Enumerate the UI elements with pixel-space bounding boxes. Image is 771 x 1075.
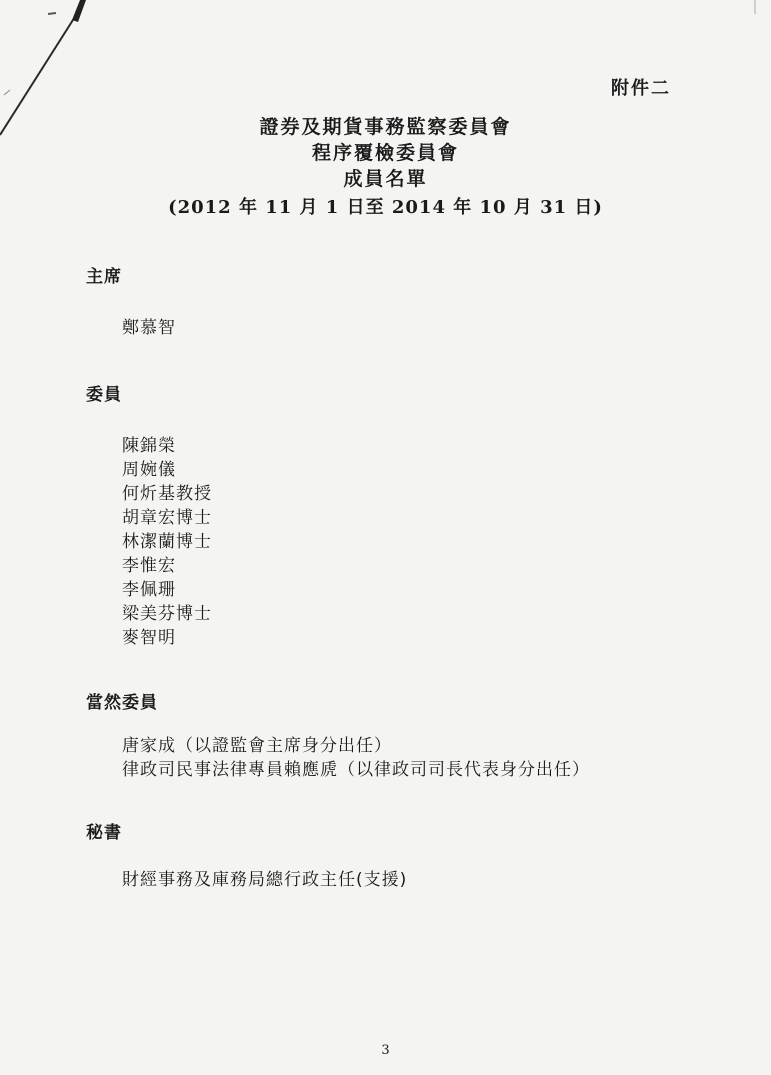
heading-members: 委員	[86, 385, 122, 405]
title-membership-list: 成員名單	[343, 168, 428, 190]
heading-chairman: 主席	[86, 267, 122, 287]
title-organization: 證券及期貨事務監察委員會	[259, 116, 512, 138]
list-item: 周婉儀	[122, 460, 176, 480]
list-item: 李佩珊	[122, 580, 176, 600]
list-item: 梁美芬博士	[122, 604, 212, 624]
list-item: 陳錦榮	[122, 436, 176, 456]
list-item: 財經事務及庫務局總行政主任(支援)	[122, 870, 408, 890]
heading-ex-officio: 當然委員	[86, 693, 158, 713]
list-item: 唐家成（以證監會主席身分出任）	[122, 736, 392, 756]
list-item: 律政司民事法律專員賴應虒（以律政司司長代表身分出任）	[122, 760, 590, 780]
title-block	[0, 114, 771, 222]
annex-label: 附件二	[611, 78, 671, 99]
list-item: 麥智明	[122, 628, 176, 648]
ex-officio-list	[122, 734, 590, 782]
list-item: 林潔蘭博士	[122, 532, 212, 552]
list-item: 李惟宏	[122, 556, 176, 576]
heading-secretary: 秘書	[86, 823, 122, 843]
page-number: 3	[381, 1043, 390, 1058]
title-period: (2012 年 11 月 1 日至 2014 年 10 月 31 日)	[168, 197, 603, 218]
list-item: 何炘基教授	[122, 484, 212, 504]
members-list	[122, 434, 212, 650]
title-committee: 程序覆檢委員會	[311, 142, 459, 164]
secretary-list	[122, 868, 407, 892]
chairman-list	[122, 316, 176, 340]
list-item: 鄭慕智	[122, 318, 176, 338]
list-item: 胡章宏博士	[122, 508, 212, 528]
